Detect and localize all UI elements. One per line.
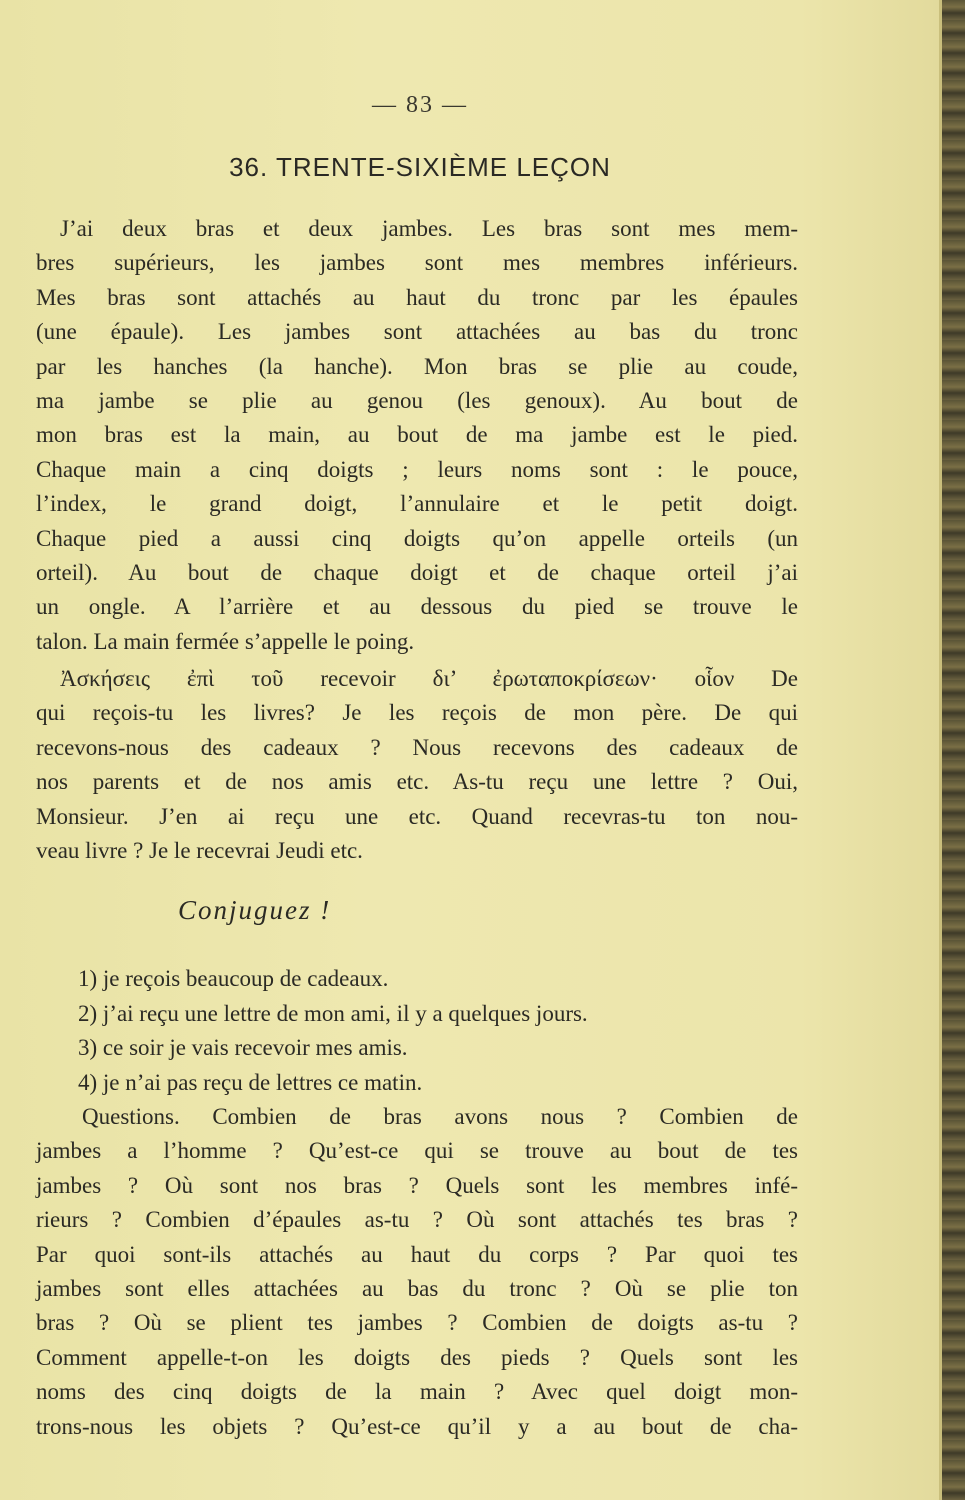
text-line: Ἀσκήσεις ἐπὶ τοῦ recevoir δι’ ἐρωταποκρίσεων· οἷον De	[60, 666, 798, 691]
paragraph-questions	[36, 1100, 798, 1444]
text-line: Chaque main a cinq doigts ; leurs noms sont : le pouce,	[36, 456, 798, 482]
text-line: ma jambe se plie au genou (les genoux). Au bout de	[36, 388, 798, 414]
text-line: jambes a l’homme ? Qu’est-ce qui se trouve au bout de tes	[36, 1138, 798, 1164]
text-line: trons-nous les objets ? Qu’est-ce qu’il y a au bout de cha-	[36, 1413, 798, 1439]
page-number: — 83 —	[372, 92, 468, 118]
text-line: veau livre ? Je le recevrai Jeudi etc.	[36, 838, 363, 864]
text-line: recevons-nous des cadeaux ? Nous recevons des cadeaux de	[36, 734, 798, 760]
paragraph-body-parts	[36, 212, 798, 659]
text-line: jambes sont elles attachées au bas du tronc ? Où se plie ton	[36, 1276, 798, 1302]
text-line: orteil). Au bout de chaque doigt et de chaque orteil j’ai	[36, 560, 798, 586]
text-line: par les hanches (la hanche). Mon bras se plie au coude,	[36, 353, 798, 379]
list-item: 3) ce soir je vais recevoir mes amis.	[78, 1035, 408, 1060]
text-line: talon. La main fermée s’appelle le poing.	[36, 628, 415, 654]
text-line: J’ai deux bras et deux jambes. Les bras sont mes mem-	[60, 216, 798, 241]
text-line: mon bras est la main, au bout de ma jambe est le pied.	[36, 422, 798, 448]
text-line: Chaque pied a aussi cinq doigts qu’on appelle orteils (un	[36, 525, 798, 551]
conjuguez-heading: Conjuguez !	[178, 895, 332, 925]
lesson-title: 36. TRENTE-SIXIÈME LEÇON	[229, 152, 611, 182]
paragraph-exercises	[36, 662, 798, 868]
text-line: nos parents et de nos amis etc. As-tu reçu une lettre ? Oui,	[36, 769, 798, 795]
text-line: noms des cinq doigts de la main ? Avec quel doigt mon-	[36, 1379, 798, 1405]
text-line: bres supérieurs, les jambes sont mes membres inférieurs.	[36, 250, 798, 276]
text-line: Comment appelle-t-on les doigts des pieds ? Quels sont les	[36, 1344, 798, 1370]
text-line: rieurs ? Combien d’épaules as-tu ? Où sont attachés tes bras ?	[36, 1207, 798, 1233]
book-binding-edge	[939, 0, 965, 1500]
text-line: Monsieur. J’en ai reçu une etc. Quand recevras-tu ton nou-	[36, 803, 798, 829]
text-line: Par quoi sont-ils attachés au haut du corps ? Par quoi tes	[36, 1241, 798, 1267]
text-line: un ongle. A l’arrière et au dessous du pied se trouve le	[36, 594, 798, 620]
text-line: jambes ? Où sont nos bras ? Quels sont les membres infé-	[36, 1172, 798, 1198]
list-item: 4) je n’ai pas reçu de lettres ce matin.	[78, 1069, 423, 1095]
text-line: qui reçois-tu les livres? Je les reçois de mon père. De qui	[36, 700, 798, 726]
text-line: l’index, le grand doigt, l’annulaire et le petit doigt.	[36, 491, 798, 517]
text-line: Mes bras sont attachés au haut du tronc par les épaules	[36, 284, 798, 310]
text-line: (une épaule). Les jambes sont attachées au bas du tronc	[36, 319, 798, 345]
list-item: 1) je reçois beaucoup de cadeaux.	[78, 966, 389, 991]
text-line: Questions. Combien de bras avons nous ? Combien de	[82, 1104, 798, 1129]
text-line: bras ? Où se plient tes jambes ? Combien de doigts as-tu ?	[36, 1310, 798, 1336]
conjugation-list	[78, 962, 588, 1100]
list-item: 2) j’ai reçu une lettre de mon ami, il y a quelques jours.	[78, 1000, 588, 1026]
